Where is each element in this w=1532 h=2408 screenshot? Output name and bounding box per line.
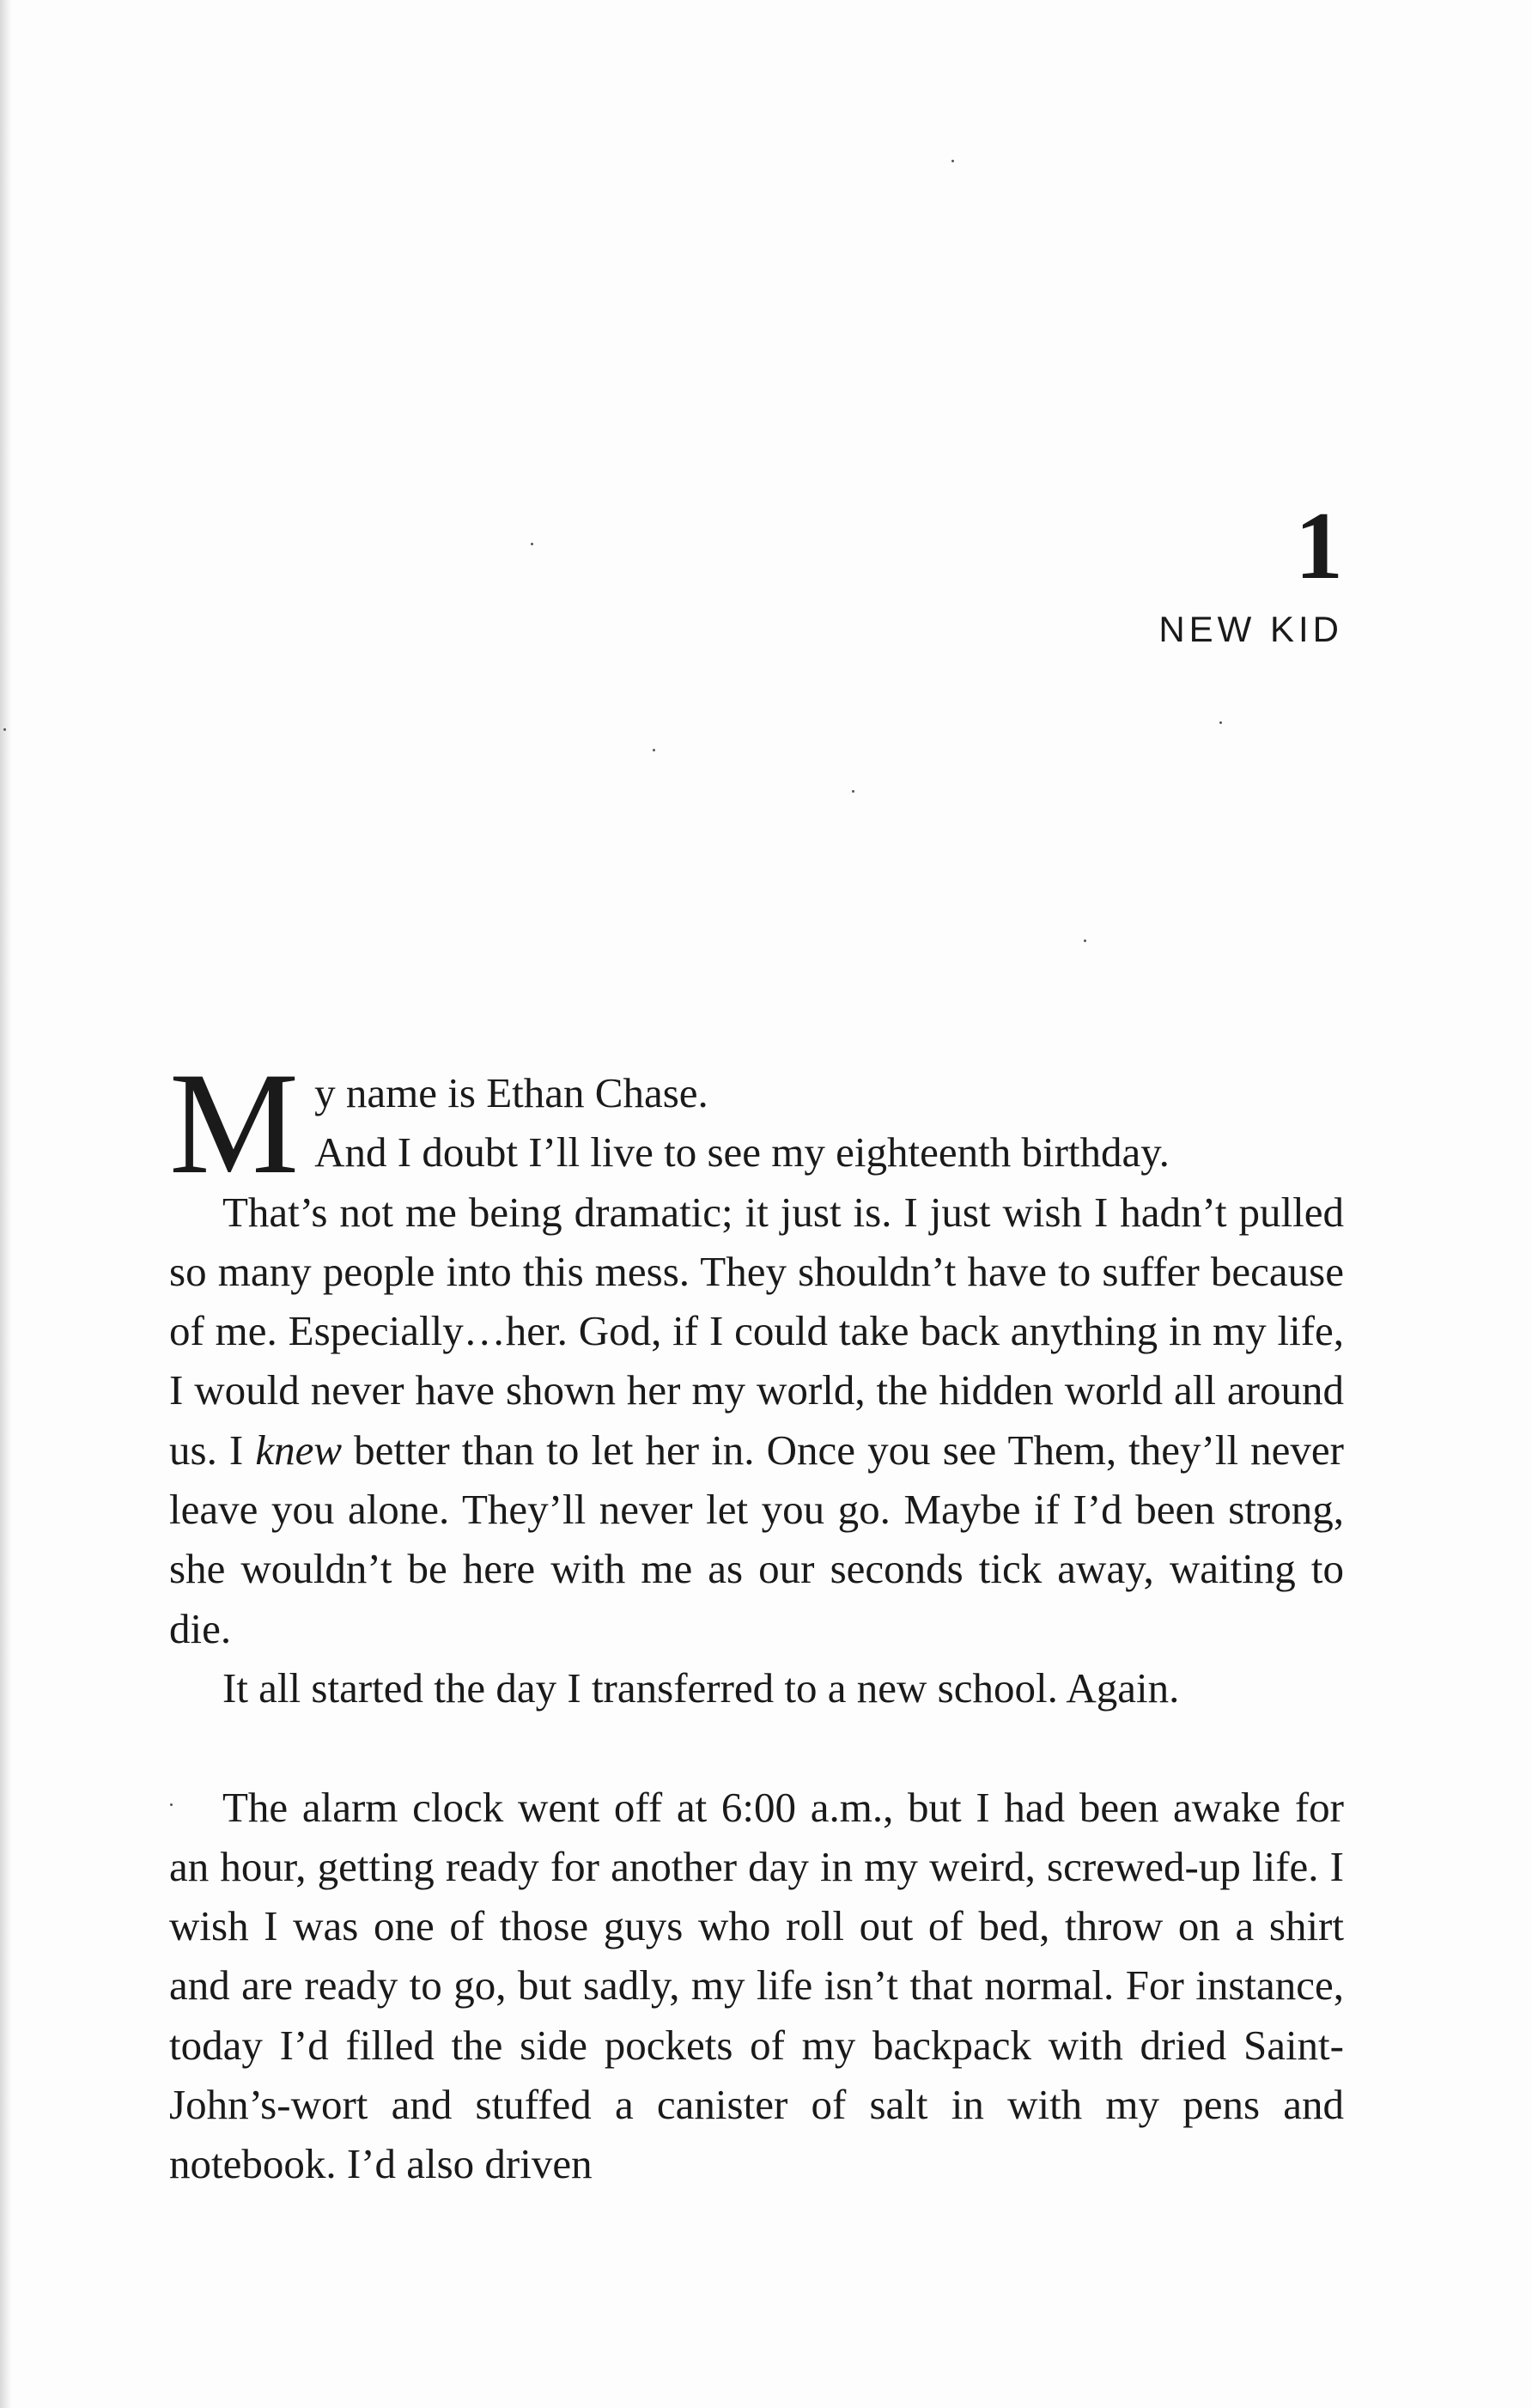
paragraph-1-text: That’s not me being dramatic; it just is. I just wish I hadn’t pulled so many people into this mess. They shouldn’t have to suffer because of me. Especially…her. God, if I could take back anything in my life, I would never have shown her my world, the hidden world all around us. I — [169, 1188, 1344, 1474]
opening-line-2: And I doubt I’ll live to see my eighteenth birthday. — [314, 1128, 1170, 1177]
chapter-number: 1 — [1295, 493, 1343, 599]
chapter-title: NEW KID — [1158, 609, 1343, 649]
opening-line-1: y name is Ethan Chase. — [314, 1069, 708, 1116]
section-break — [169, 1718, 1344, 1777]
paragraph-2: It all started the day I transferred to a new school. Again. — [222, 1663, 1180, 1712]
emphasis-word: knew — [255, 1426, 343, 1474]
paragraph-1 — [169, 1183, 1344, 1658]
body-text — [169, 1043, 1344, 2194]
paragraph-3: The alarm clock went off at 6:00 a.m., but I had been awake for an hour, getting ready for another day in my weird, screwed-up life. I wish I was one of those guys who roll out of bed, throw on a shirt and are ready to go, but sadly, my life isn’t that normal. For instance, today I’d filled the side pockets of my backpack with dried Saint-John’s-wort and stuffed a canister of salt in with my pens and notebook. I’d also driven — [169, 1783, 1344, 2188]
opening-paragraph — [169, 1043, 1344, 1204]
page-edge-shadow — [0, 0, 12, 2408]
drop-cap: M — [169, 1043, 300, 1204]
paragraph-1-continuation: better than to let her in. Once you see Them, they’ll never leave you alone. They’ll never let you go. Maybe if I’d been strong, she wouldn’t be here with me as our seconds tick away, waiting to die. — [169, 1426, 1344, 1652]
